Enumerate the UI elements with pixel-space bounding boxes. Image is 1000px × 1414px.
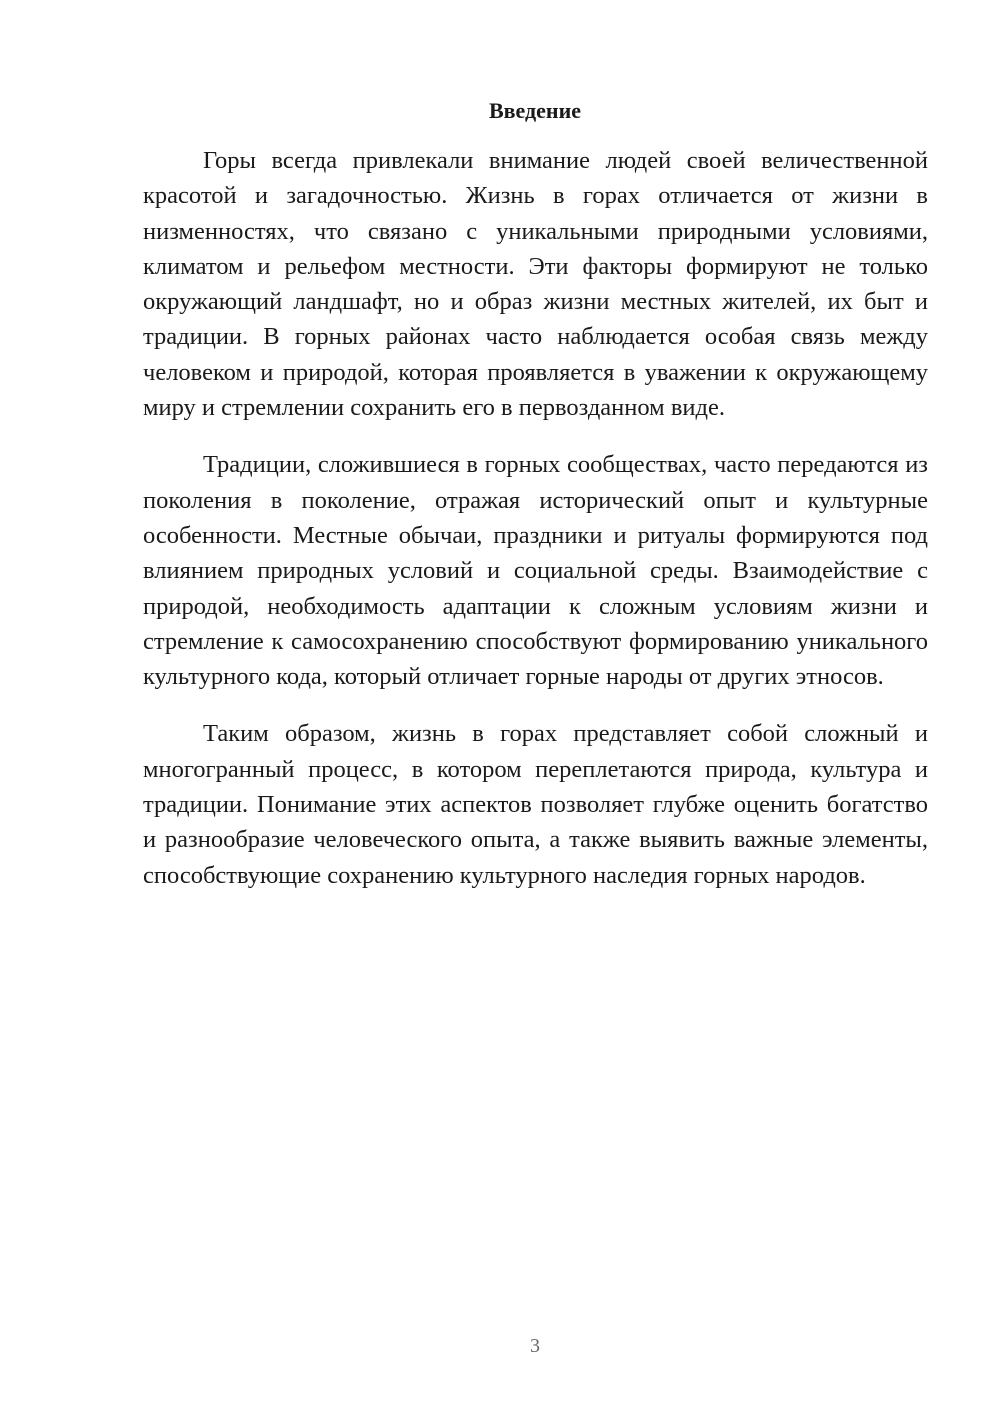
page-heading: Введение bbox=[488, 98, 582, 123]
paragraph-2: Традиции, сложившиеся в горных сообществах, часто передаются из поколения в поколение, отражая исторический опыт и культурные особенности. Местные обычаи, праздники и ритуалы формируются под влиянием природных условий и социальной среды. Взаимодействие с природой, необходимость адаптации к сложным условиям жизни и стремление к самосохранению способствуют формированию уникального культурного кода, который отличает горные народы от других этносов. bbox=[143, 451, 928, 691]
page-number: 3 bbox=[530, 1335, 540, 1357]
paragraph-1: Горы всегда привлекали внимание людей своей величественной красотой и загадочностью. Жизнь в горах отличается от жизни в низменностях, что связано с уникальными природными условиями, климатом и рельефом местности. Эти факторы формируют не только окружающий ландшафт, но и образ жизни местных жителей, их быт и традиции. В горных районах часто наблюдается особая связь между человеком и природой, которая проявляется в уважении к окружающему миру и стремлении сохранить его в первозданном виде. bbox=[143, 147, 928, 422]
paragraph-3: Таким образом, жизнь в горах представляет собой сложный и многогранный процесс, в котором переплетаются природа, культура и традиции. Понимание этих аспектов позволяет глубже оценить богатство и разнообразие человеческого опыта, а также выявить важные элементы, способствующие сохранению культурного наследия горных народов. bbox=[143, 720, 928, 889]
body-text bbox=[143, 143, 928, 915]
